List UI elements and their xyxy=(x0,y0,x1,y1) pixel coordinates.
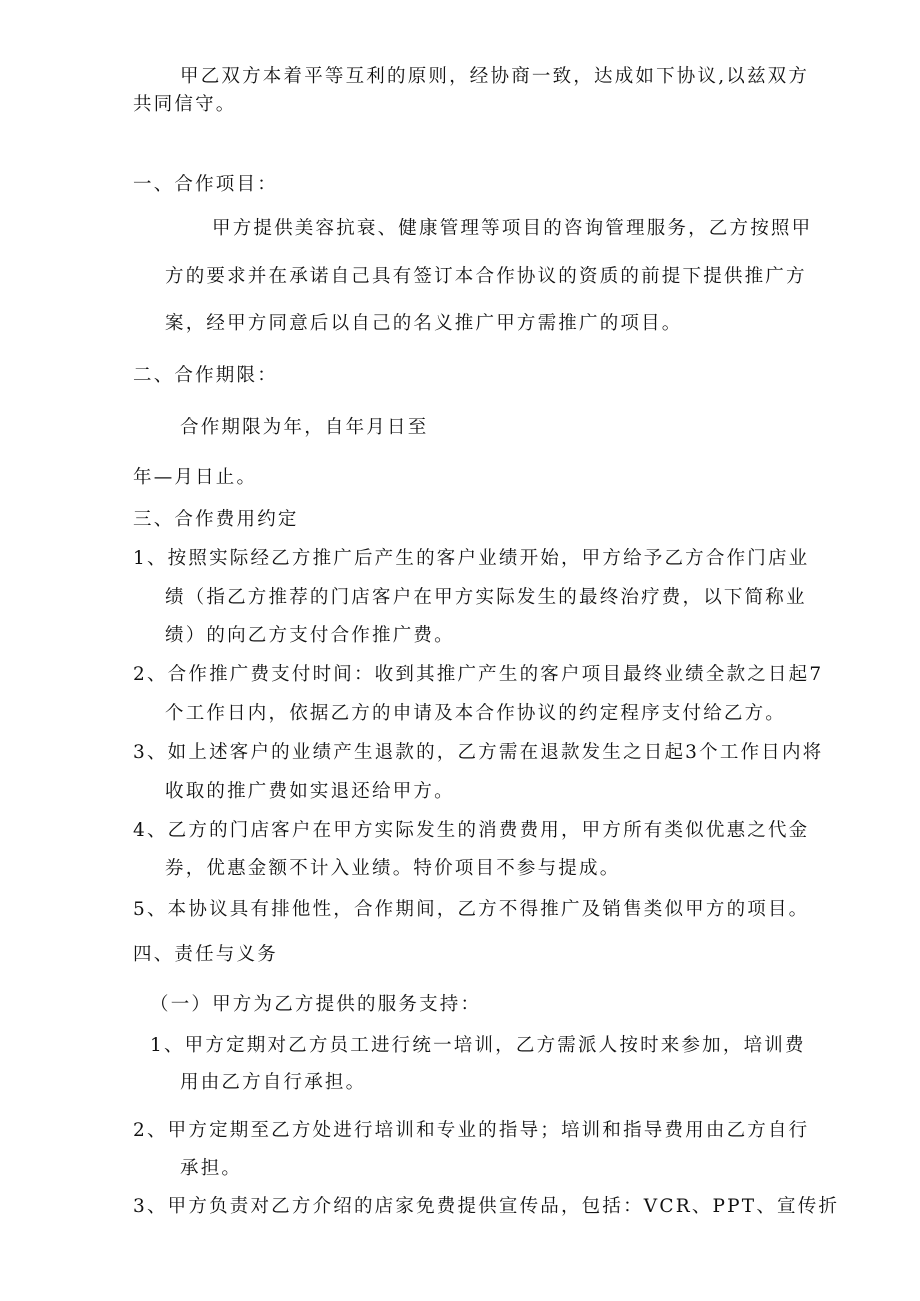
section-4-item-2-line-1: 2、甲方定期至乙方处进行培训和专业的指导；培训和指导费用由乙方自行 xyxy=(133,1120,810,1141)
intro-line-2: 共同信守。 xyxy=(133,94,237,115)
section-3-item-2-line-2: 个工作日内，依据乙方的申请及本合作协议的约定程序支付给乙方。 xyxy=(165,703,787,724)
section-2-line-1: 合作期限为年，自年月日至 xyxy=(180,417,429,438)
section-3-item-5-line-1: 5、本协议具有排他性，合作期间，乙方不得推广及销售类似甲方的项目。 xyxy=(133,899,810,920)
section-3-item-4-line-2: 券，优惠金额不计入业绩。特价项目不参与提成。 xyxy=(165,858,621,879)
section-4-heading: 四、责任与义务 xyxy=(133,944,278,965)
section-1-heading: 一、合作项目： xyxy=(133,174,278,195)
section-1-line-3: 案，经甲方同意后以自己的名义推广甲方需推广的项目。 xyxy=(165,313,683,334)
section-4-subheading: （一）甲方为乙方提供的服务支持： xyxy=(150,994,482,1015)
section-3-item-1-line-3: 绩）的向乙方支付合作推广费。 xyxy=(165,625,455,646)
section-2-heading: 二、合作期限： xyxy=(133,365,278,386)
section-2-line-2: 年—月日止。 xyxy=(133,467,258,488)
section-1-line-1: 甲方提供美容抗衰、健康管理等项目的咨询管理服务，乙方按照甲 xyxy=(212,218,813,239)
section-3-item-2-line-1: 2、合作推广费支付时间：收到其推广产生的客户项目最终业绩全款之日起7 xyxy=(133,664,824,685)
section-3-item-3-line-2: 收取的推广费如实退还给甲方。 xyxy=(165,781,455,802)
section-1-line-2: 方的要求并在承诺自己具有签订本合作协议的资质的前提下提供推广方 xyxy=(165,266,807,287)
section-4-item-2-line-2: 承担。 xyxy=(180,1158,243,1179)
intro-line-1: 甲乙双方本着平等互利的原则，经协商一致，达成如下协议,以兹双方 xyxy=(180,66,810,87)
section-3-item-4-line-1: 4、乙方的门店客户在甲方实际发生的消费费用，甲方所有类似优惠之代金 xyxy=(133,820,810,841)
section-3-heading: 三、合作费用约定 xyxy=(133,509,299,530)
section-3-item-3-line-1: 3、如上述客户的业绩产生退款的，乙方需在退款发生之日起3个工作日内将 xyxy=(133,742,824,763)
section-4-item-1-line-1: 1、甲方定期对乙方员工进行统一培训，乙方需派人按时来参加，培训费 xyxy=(150,1035,806,1056)
section-4-item-3-line-1: 3、甲方负责对乙方介绍的店家免费提供宣传品，包括：VCR、PPT、宣传折 xyxy=(133,1196,840,1217)
section-3-item-1-line-1: 1、按照实际经乙方推广后产生的客户业绩开始，甲方给予乙方合作门店业 xyxy=(133,548,810,569)
section-4-item-1-line-2: 用由乙方自行承担。 xyxy=(180,1072,367,1093)
section-3-item-1-line-2: 绩（指乙方推荐的门店客户在甲方实际发生的最终治疗费，以下简称业 xyxy=(165,587,807,608)
